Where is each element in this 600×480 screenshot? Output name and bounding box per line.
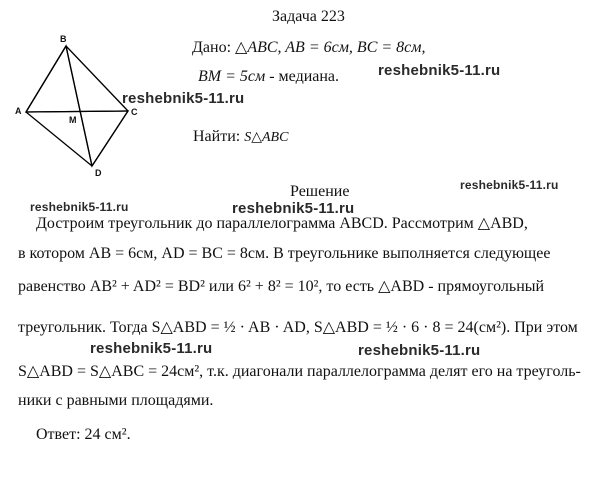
given-line1: △ABC, AB = 6см, BC = 8см, xyxy=(235,39,426,56)
median-text: - медиана. xyxy=(269,68,340,85)
side-ab xyxy=(26,46,66,112)
given-line2 xyxy=(198,68,339,86)
parallelogram-outline xyxy=(26,46,128,166)
find-block xyxy=(193,128,288,146)
side-cd xyxy=(92,111,128,166)
watermark-text: reshebnik5-11.ru xyxy=(378,62,501,79)
vertex-label-b: B xyxy=(60,34,67,44)
vertex-label-c: C xyxy=(131,107,138,117)
side-bc xyxy=(66,46,128,111)
find-label: Найти: xyxy=(193,128,241,145)
point-label-m: M xyxy=(69,115,77,125)
watermark-text: reshebnik5-11.ru xyxy=(122,90,245,107)
median-expr: BM = 5см xyxy=(198,68,266,85)
watermark-text: reshebnik5-11.ru xyxy=(460,178,559,192)
given-block xyxy=(192,37,425,57)
watermark-text: reshebnik5-11.ru xyxy=(30,200,129,214)
vertex-label-d: D xyxy=(95,168,102,178)
answer-text: Ответ: 24 см². xyxy=(36,426,131,443)
given-label: Дано: xyxy=(192,39,232,56)
page-title: Задача 223 xyxy=(272,8,345,25)
diagonal-ac xyxy=(26,111,128,112)
watermark-text: reshebnik5-11.ru xyxy=(232,200,355,217)
watermark-text: reshebnik5-11.ru xyxy=(90,340,213,357)
solution-line-5: S△ABD = S△ABC = 24см², т.к. диагонали параллелограмма делят его на треуголь- xyxy=(18,363,581,380)
vertex-label-a: A xyxy=(15,106,22,116)
watermark-text: reshebnik5-11.ru xyxy=(358,342,481,359)
solution-line-2: в котором AB = 6см, AD = BC = 8см. В треугольнике выполняется следующее xyxy=(18,245,551,262)
solution-line-6: ники с равными площадями. xyxy=(18,392,214,409)
solution-heading: Решение xyxy=(290,183,350,200)
find-expr: S△ABC xyxy=(244,130,289,145)
solution-line-1: Достроим треугольник до параллелограмма ABCD. Рассмотрим △ABD, xyxy=(36,215,528,232)
solution-line-3: равенство AB² + AD² = BD² или 6² + 8² = 10², то есть △ABD - прямоугольный xyxy=(18,278,545,295)
solution-line-4: треугольник. Тогда S△ABD = ½ · AB · AD, S△ABD = ½ · 6 · 8 = 24(см²). При этом xyxy=(18,319,578,336)
